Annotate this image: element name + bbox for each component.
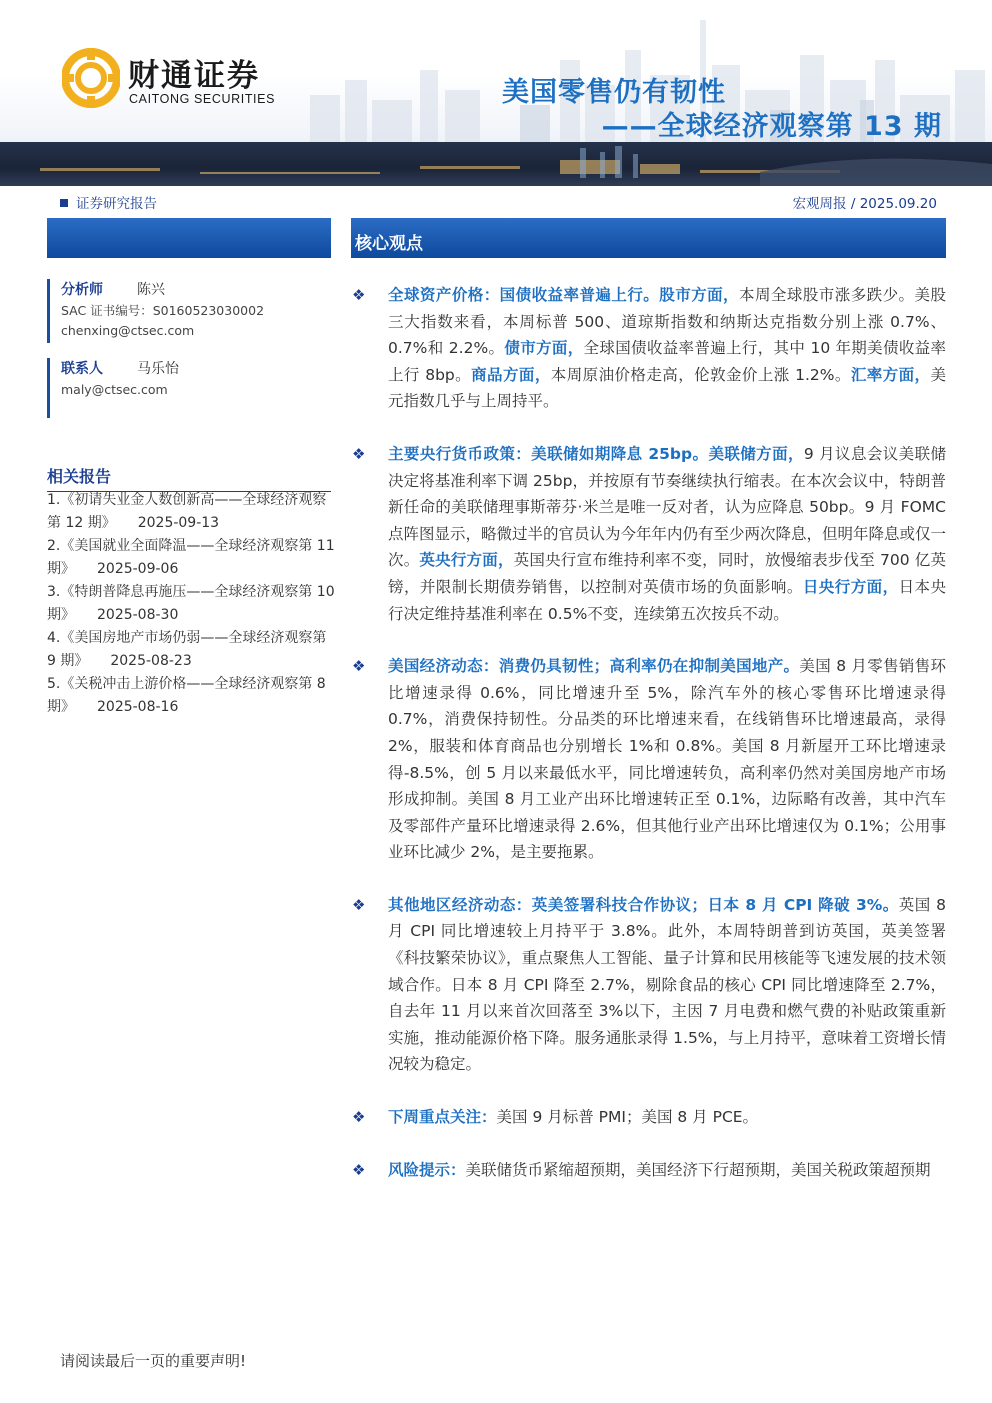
diamond-bullet-icon: ❖ — [352, 657, 366, 676]
related-report-date: 2025-08-16 — [97, 699, 179, 715]
report-type-label — [60, 192, 157, 212]
left-column-header-bar — [47, 218, 331, 258]
diamond-bullet-icon: ❖ — [352, 286, 366, 304]
keyword-boj: 日央行方面， — [802, 577, 899, 596]
point-central-banks — [352, 441, 946, 627]
diamond-bullet-icon: ❖ — [352, 444, 366, 463]
diamond-bullet-icon: ❖ — [352, 1108, 366, 1127]
point-heading: 全球资产价格：国债收益率普遍上行。 — [388, 286, 660, 304]
point-heading: 风险提示： — [388, 1160, 466, 1179]
related-report-title: 2.《美国就业全面降温——全球经济观察第 11 期》 — [47, 538, 335, 577]
logo-emblem-icon — [62, 48, 120, 108]
city-lights-icon — [0, 142, 992, 186]
related-report-date: 2025-09-06 — [97, 561, 179, 577]
point-heading: 美国经济动态：消费仍具韧性；高利率仍在抑制美国地产。 — [388, 657, 800, 676]
contact-block — [47, 358, 179, 418]
report-subtitle: ——全球经济观察第 13 期 — [601, 111, 942, 142]
keyword-bonds: 债市方面， — [504, 339, 584, 358]
logo-chinese-name: 财通证券 — [128, 58, 260, 94]
point-text: 9 月议息会议美联储决定将基准利率下调 25bp，并按原有节奏继续执行缩表。在本次会议中，特朗普新任命的美联储理事斯蒂芬·米兰是唯一反对者，认为应降息 50bp。9 月 FOMC 点阵图显示，略微过半的官员认为今年年内仍有至少两次降息，但明年降息或仅一次。 — [388, 444, 947, 570]
analyst-email[interactable]: chenxing@ctsec.com — [61, 323, 195, 338]
related-report-title: 1.《初请失业金人数创新高——全球经济观察第 12 期》 — [47, 492, 327, 531]
related-report-date: 2025-08-30 — [97, 607, 179, 623]
keyword-fx: 汇率方面， — [850, 365, 931, 384]
core-views-header-bar — [351, 218, 946, 258]
point-heading: 下周重点关注： — [388, 1108, 497, 1127]
related-report-date: 2025-09-13 — [137, 515, 220, 531]
analyst-role: 分析师 — [61, 282, 103, 298]
point-text: 全球国债收益率普遍上行，其中 10 年期美债收益率上行 8bp。 — [388, 339, 946, 384]
core-views-title: 核心观点 — [355, 234, 423, 254]
point-heading: 主要央行货币政策：美联储如期降息 25bp。 — [388, 444, 709, 463]
related-report-title: 5.《关税冲击上游价格——全球经济观察第 8 期》 — [47, 676, 326, 715]
city-night-strip — [0, 142, 992, 186]
logo-english-name: CAITONG SECURITIES — [129, 92, 276, 106]
keyword-stocks: 股市方面， — [659, 286, 740, 304]
point-other-regions — [352, 892, 946, 1078]
point-text: 英国央行宣布维持利率不变，同时，放慢缩表步伐至 700 亿英镑，并限制长期债券销售，以控制对英债市场的负面影响。 — [388, 551, 946, 596]
related-reports-list — [47, 489, 337, 719]
related-reports-title: 相关报告 — [47, 464, 331, 492]
point-us-economy — [352, 653, 946, 866]
point-text: 美联储货币紧缩超预期，美国经济下行超预期，美国关税政策超预期 — [465, 1160, 931, 1179]
related-report-title: 3.《特朗普降息再施压——全球经济观察第 10 期》 — [47, 584, 335, 623]
keyword-commodities: 商品方面， — [471, 365, 551, 384]
keyword-fed: 美联储方面， — [708, 444, 804, 463]
point-text: 本周全球股市涨多跌少。美股三大指数来看，本周标普 500、道琼斯指数和纳斯达克指数分别上涨 0.7%、0.7%和 2.2%。 — [388, 286, 946, 358]
related-report-item[interactable] — [47, 489, 337, 535]
point-next-week — [352, 1104, 946, 1131]
related-report-title: 4.《美国房地产市场仍弱——全球经济观察第 9 期》 — [47, 630, 327, 669]
point-text: 日本央行决定维持基准利率在 0.5%不变，连续第五次按兵不动。 — [388, 577, 946, 623]
point-text: 美国 9 月标普 PMI；美国 8 月 PCE。 — [496, 1108, 759, 1127]
analyst-name: 陈兴 — [137, 282, 165, 298]
point-text: 本周原油价格走高，伦敦金价上涨 1.2%。 — [550, 365, 851, 384]
related-report-item[interactable] — [47, 581, 337, 627]
square-bullet-icon — [60, 199, 68, 207]
report-type-text: 证券研究报告 — [76, 196, 157, 212]
point-risk — [352, 1157, 946, 1184]
analyst-sac: SAC 证书编号：S0160523030002 — [61, 303, 265, 318]
diamond-bullet-icon: ❖ — [352, 895, 366, 914]
related-report-item[interactable] — [47, 535, 337, 581]
point-text: 美元指数几乎与上周持平。 — [388, 365, 946, 411]
company-logo — [62, 46, 302, 116]
report-title: 美国零售仍有韧性 — [502, 77, 726, 108]
diamond-bullet-icon: ❖ — [352, 1160, 366, 1179]
point-text: 美国 8 月零售销售环比增速录得 0.6%，同比增速升至 5%，除汽车外的核心零售环比增速录得 0.7%，消费保持韧性。分品类的环比增速来看，在线销售环比增速最高，录得 2%，服装和体育商品也分别增长 1%和 0.8%。美国 8 月新屋开工环比增速录得-8.5%，创 5 月以来最低水平，同比增速转负，高利率仍然对美国房地产市场形成抑制。美国 8 月工业产出环比增速转正至 0.1%，边际略有改善，其中汽车及零部件产量环比增速录得 2.6%，但其他行业产出环比增速仅为 0.1%；公用事业环比减少 2%，是主要拖累。 — [388, 657, 946, 862]
contact-email[interactable]: maly@ctsec.com — [61, 382, 168, 397]
point-text: 英国 8 月 CPI 同比增速较上月持平于 3.8%。此外，本周特朗普到访英国，英美签署《科技繁荣协议》，重点聚焦人工智能、量子计算和民用核能等飞速发展的技术领域合作。日本 8 月 CPI 降至 2.7%，剔除食品的核心 CPI 同比增速降至 2.7%，自去年 11 月以来首次回落至 3%以下，主因 7 月电费和燃气费的补贴政策重新实施，推动能源价格下降。服务通胀录得 1.5%，与上月持平，意味着工资增长情况较为稳定。 — [388, 895, 946, 1074]
contact-name: 马乐怡 — [137, 361, 179, 377]
report-date-label: 宏观周报 / 2025.09.20 — [792, 196, 937, 212]
contact-role: 联系人 — [61, 361, 103, 377]
related-report-item[interactable] — [47, 627, 337, 673]
point-global-assets — [352, 282, 946, 415]
related-report-item[interactable] — [47, 673, 337, 719]
related-report-date: 2025-08-23 — [110, 653, 192, 669]
point-heading: 其他地区经济动态：英美签署科技合作协议；日本 8 月 CPI 降破 3%。 — [388, 895, 899, 914]
disclaimer-note: 请阅读最后一页的重要声明! — [60, 1352, 247, 1370]
analyst-block — [47, 279, 264, 343]
keyword-boe: 英央行方面， — [419, 551, 514, 570]
header-banner — [0, 0, 992, 186]
core-points — [352, 282, 946, 1183]
